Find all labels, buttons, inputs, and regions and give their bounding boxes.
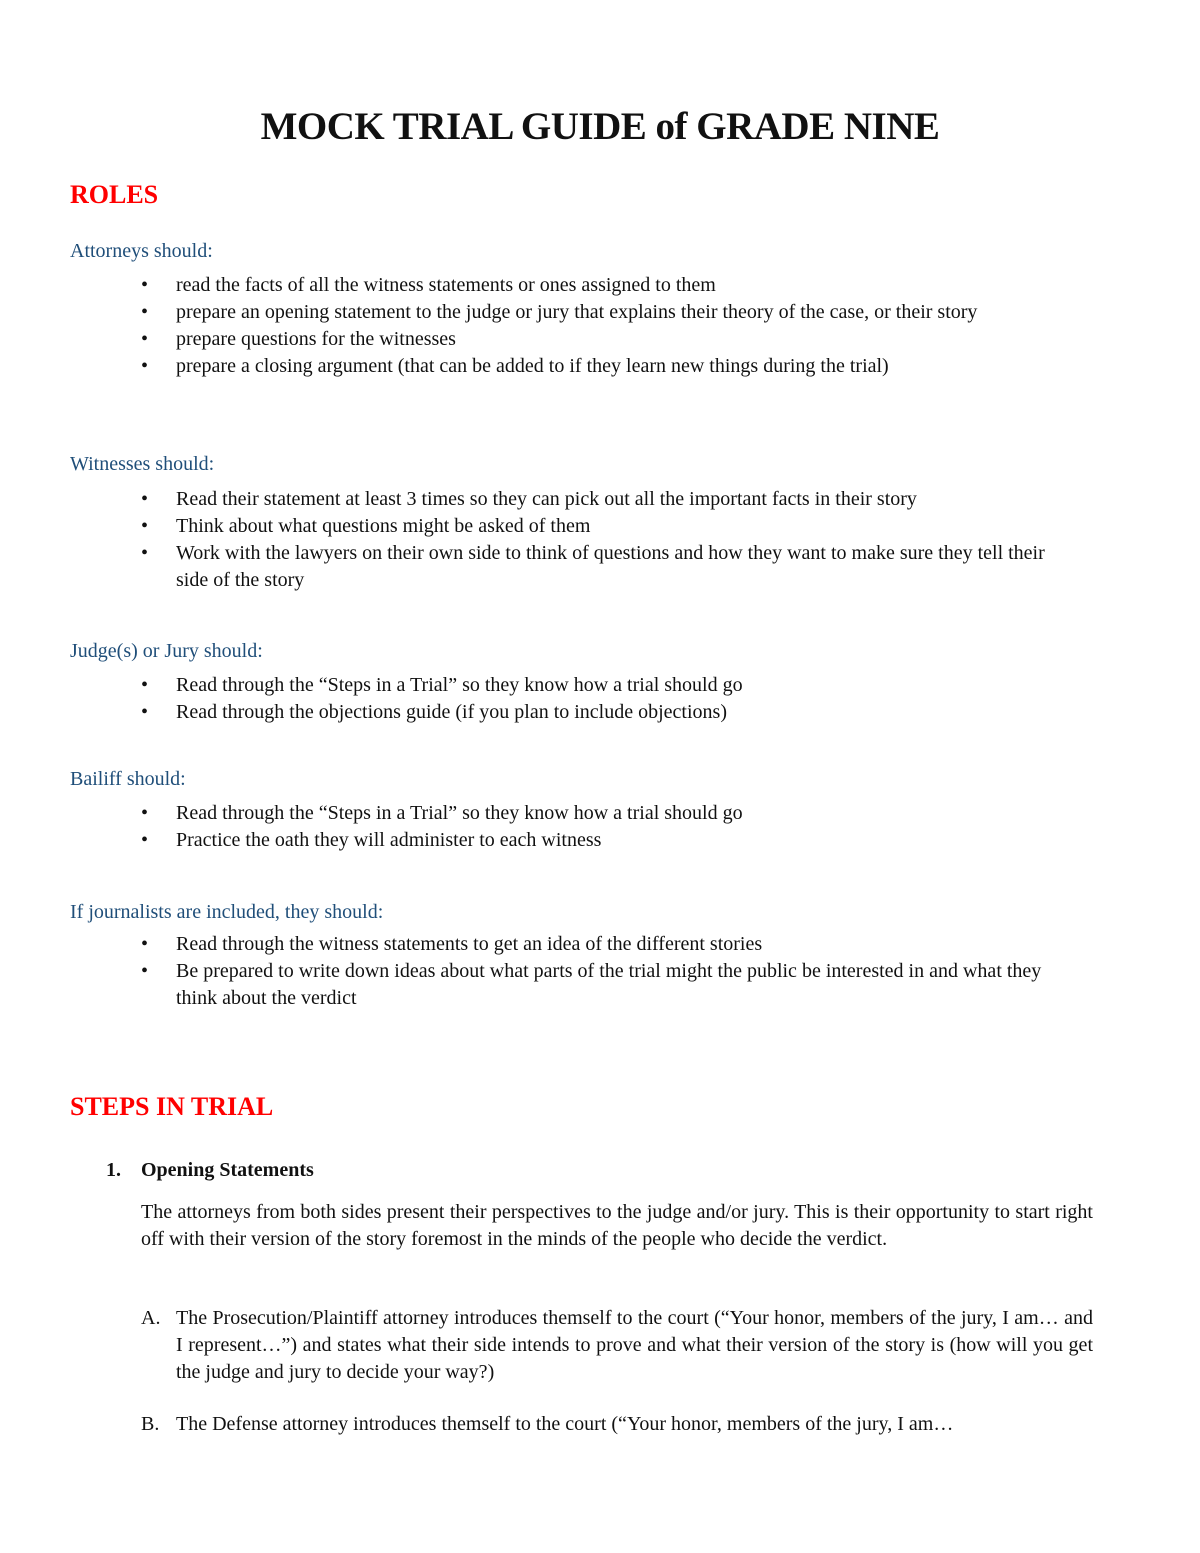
- attorneys-list: [0, 272, 1200, 380]
- bailiff-list: [0, 800, 1200, 854]
- step-title: Opening Statements: [141, 1159, 314, 1181]
- list-item: • Be prepared to write down ideas about what parts of the trial might the public be interested in and what they think about the verdict: [0, 958, 1056, 1012]
- list-item: • Read through the objections guide (if you plan to include objections): [0, 699, 1056, 726]
- step-1-heading: [106, 1157, 314, 1183]
- step-1-paragraph: The attorneys from both sides present their perspectives to the judge and/or jury. This is their opportunity to start right off with their version of the story foremost in the minds of the people who decide the verdict.: [141, 1201, 1093, 1250]
- list-item: • Think about what questions might be asked of them: [0, 513, 1056, 540]
- list-item: • prepare questions for the witnesses: [0, 326, 1056, 353]
- list-item: • Work with the lawyers on their own side to think of questions and how they want to make sure they tell their side of the story: [0, 540, 1056, 594]
- journalists-list: [0, 931, 1200, 1012]
- judge-label: Judge(s) or Jury should:: [70, 640, 263, 662]
- list-item: • read the facts of all the witness statements or ones assigned to them: [0, 272, 1056, 299]
- step-1-sub-a: [141, 1305, 1093, 1386]
- sub-text: The Prosecution/Plaintiff attorney introduces themself to the court (“Your honor, members of the jury, I am… and I represent…”) and states what their side intends to prove and what their version of the story is (how will you get the judge and jury to decide your way?): [176, 1307, 1093, 1383]
- list-item: • Practice the oath they will administer to each witness: [0, 827, 1056, 854]
- sub-letter: A.: [141, 1307, 161, 1329]
- journalists-label: If journalists are included, they should:: [70, 901, 384, 923]
- judge-list: [0, 672, 1200, 726]
- steps-heading: STEPS IN TRIAL: [70, 1092, 274, 1121]
- document-title: MOCK TRIAL GUIDE of GRADE NINE: [260, 105, 940, 148]
- witnesses-list: [0, 486, 1200, 594]
- step-number: 1.: [106, 1159, 121, 1181]
- list-item: • Read through the witness statements to get an idea of the different stories: [0, 931, 1056, 958]
- list-item: • prepare an opening statement to the judge or jury that explains their theory of the case, or their story: [0, 299, 1056, 326]
- list-item: • Read their statement at least 3 times so they can pick out all the important facts in their story: [0, 486, 1056, 513]
- attorneys-label: Attorneys should:: [70, 240, 213, 262]
- bailiff-label: Bailiff should:: [70, 768, 186, 790]
- roles-heading: ROLES: [70, 180, 159, 209]
- step-1-sub-b: [141, 1411, 1093, 1438]
- witnesses-label: Witnesses should:: [70, 453, 215, 475]
- sub-letter: B.: [141, 1413, 160, 1435]
- list-item: • prepare a closing argument (that can be added to if they learn new things during the trial): [0, 353, 1056, 380]
- list-item: • Read through the “Steps in a Trial” so they know how a trial should go: [0, 800, 1056, 827]
- sub-text: The Defense attorney introduces themself to the court (“Your honor, members of the jury, I am…: [176, 1413, 954, 1435]
- list-item: • Read through the “Steps in a Trial” so they know how a trial should go: [0, 672, 1056, 699]
